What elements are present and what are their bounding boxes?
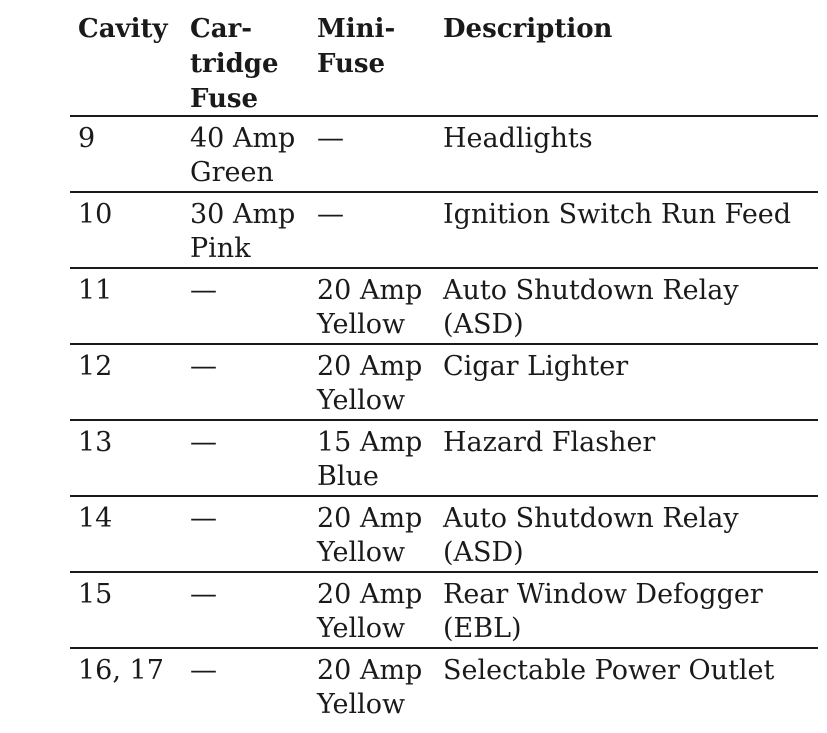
description-cell: Ignition Switch Run Feed: [443, 199, 792, 230]
cavity-cell: 9: [78, 123, 96, 154]
mini-fuse-cell: —: [317, 123, 344, 154]
description-cell: Cigar Lighter: [443, 351, 629, 382]
table-row: [70, 117, 818, 193]
header-cavity: Cavity: [78, 14, 168, 44]
header-cartridge-fuse: Car- tridge Fuse: [190, 14, 279, 114]
description-cell: Headlights: [443, 123, 593, 154]
cartridge-fuse-cell: —: [190, 655, 217, 686]
table-row: [70, 497, 818, 573]
cartridge-fuse-cell: —: [190, 579, 217, 610]
cartridge-fuse-cell: —: [190, 503, 217, 534]
cavity-cell: 16, 17: [78, 655, 164, 686]
table-row: [70, 573, 818, 649]
table-row: [70, 649, 818, 725]
mini-fuse-cell: —: [317, 199, 344, 230]
mini-fuse-cell: 20 Amp Yellow: [317, 579, 423, 644]
mini-fuse-cell: 20 Amp Yellow: [317, 275, 423, 340]
description-cell: Hazard Flasher: [443, 427, 656, 458]
mini-fuse-cell: 20 Amp Yellow: [317, 503, 423, 568]
mini-fuse-cell: 15 Amp Blue: [317, 427, 423, 492]
description-cell: Selectable Power Outlet: [443, 655, 775, 686]
header-mini-fuse: Mini- Fuse: [317, 14, 396, 79]
cavity-cell: 11: [78, 275, 113, 306]
header-description: Description: [443, 14, 613, 44]
table-row: [70, 193, 818, 269]
description-cell: Auto Shutdown Relay (ASD): [443, 275, 739, 340]
cavity-cell: 10: [78, 199, 113, 230]
table-row: [70, 421, 818, 497]
cartridge-fuse-cell: —: [190, 427, 217, 458]
description-cell: Auto Shutdown Relay (ASD): [443, 503, 739, 568]
cartridge-fuse-cell: —: [190, 351, 217, 382]
description-cell: Rear Window Defogger (EBL): [443, 579, 763, 644]
table-row: [70, 345, 818, 421]
cavity-cell: 14: [78, 503, 113, 534]
cartridge-fuse-cell: 40 Amp Green: [190, 123, 296, 188]
fuse-table: [70, 10, 818, 725]
cavity-cell: 12: [78, 351, 113, 382]
cavity-cell: 13: [78, 427, 113, 458]
table-header-row: [70, 10, 818, 117]
cartridge-fuse-cell: 30 Amp Pink: [190, 199, 296, 264]
cavity-cell: 15: [78, 579, 113, 610]
cartridge-fuse-cell: —: [190, 275, 217, 306]
table-row: [70, 269, 818, 345]
mini-fuse-cell: 20 Amp Yellow: [317, 351, 423, 416]
mini-fuse-cell: 20 Amp Yellow: [317, 655, 423, 720]
